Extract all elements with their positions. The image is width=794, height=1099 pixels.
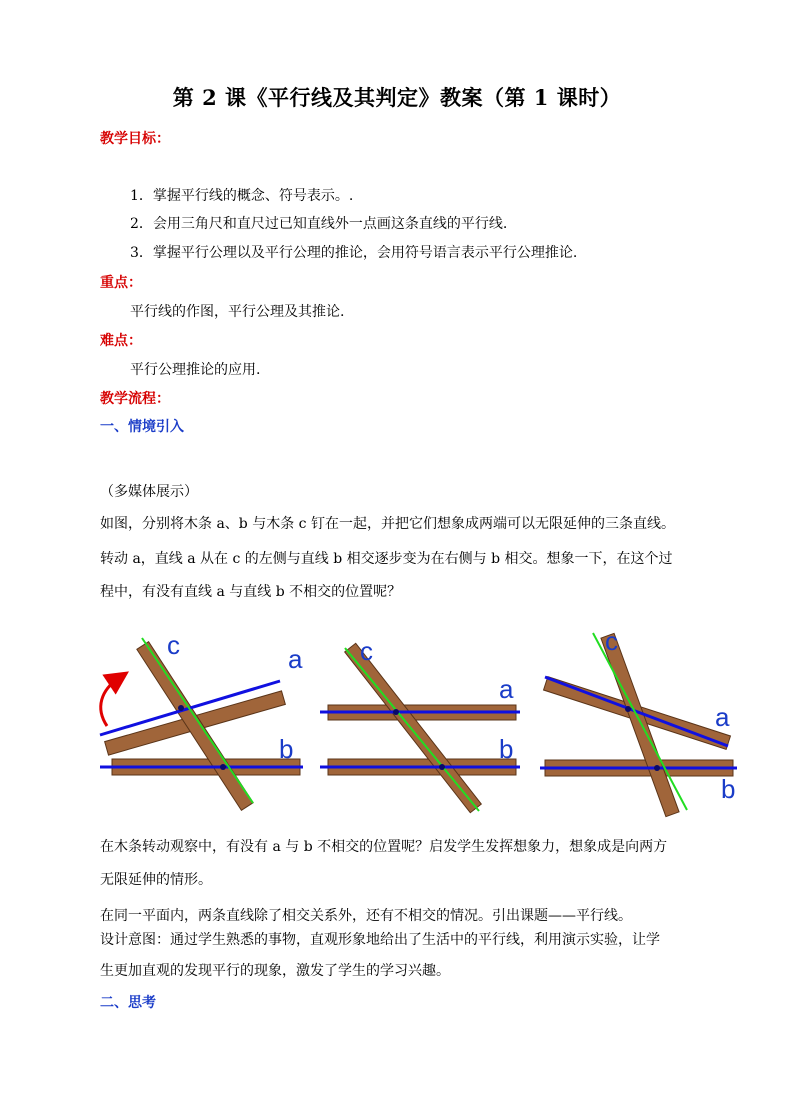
after-figure-paragraph-2: 无限延伸的情形。 <box>100 872 212 888</box>
fig2-label-b: b <box>499 734 514 764</box>
figure-2 <box>320 636 520 813</box>
heading-section-1: 一、情境引入 <box>100 419 184 435</box>
after-figure-paragraph-1: 在木条转动观察中，有没有 a 与 b 不相交的位置呢？启发学生发挥想象力，想象成是向两方 <box>100 839 668 855</box>
heading-key-points: 重点： <box>100 275 142 291</box>
fig1-label-c: c <box>167 630 180 660</box>
intro-paragraph-1: （多媒体展示） <box>100 484 198 500</box>
fig1-label-b: b <box>279 734 294 764</box>
fig1-label-a: a <box>288 644 303 674</box>
objective-item-3: 3．掌握平行公理以及平行公理的推论，会用符号语言表示平行公理推论. <box>130 245 578 261</box>
design-intent-line-1: 设计意图：通过学生熟悉的事物，直观形象地给出了生活中的平行线，利用演示实验，让学 <box>100 932 660 948</box>
objective-item-2: 2．会用三角尺和直尺过已知直线外一点画这条直线的平行线. <box>130 216 508 232</box>
heading-process: 教学流程： <box>100 391 170 407</box>
intro-paragraph-3: 转动 a，直线 a 从在 c 的左侧与直线 b 相交逐步变为在右侧与 b 相交。想象一下，在这个过 <box>100 551 673 567</box>
figure-1 <box>100 630 303 810</box>
design-intent-line-2: 生更加直观的发现平行的现象，激发了学生的学习兴趣。 <box>100 963 450 979</box>
key-points-text: 平行线的作图，平行公理及其推论. <box>130 304 345 320</box>
objective-item-1: 1．掌握平行线的概念、符号表示。. <box>130 188 354 204</box>
page-title: 第 2 课《平行线及其判定》教案（第 1 课时） <box>172 85 622 110</box>
fig3-label-a: a <box>715 702 730 732</box>
heading-section-2: 二、思考 <box>100 995 156 1011</box>
fig2-label-a: a <box>499 674 514 704</box>
fig2-label-c: c <box>360 636 373 666</box>
after-figure-paragraph-3: 在同一平面内，两条直线除了相交关系外，还有不相交的情况。引出课题——平行线。 <box>100 908 632 924</box>
fig3-label-b: b <box>721 774 736 804</box>
difficulties-text: 平行公理推论的应用. <box>130 362 261 378</box>
heading-difficulties: 难点： <box>100 333 142 349</box>
figure-3 <box>540 628 737 817</box>
intro-paragraph-2: 如图，分别将木条 a、b 与木条 c 钉在一起，并把它们想象成两端可以无限延伸的三条直线。 <box>100 516 675 532</box>
fig3-label-c: c <box>605 628 618 656</box>
intro-paragraph-4: 程中，有没有直线 a 与直线 b 不相交的位置呢？ <box>100 584 402 600</box>
heading-objectives: 教学目标： <box>100 131 170 147</box>
wooden-sticks-figure <box>95 628 745 818</box>
